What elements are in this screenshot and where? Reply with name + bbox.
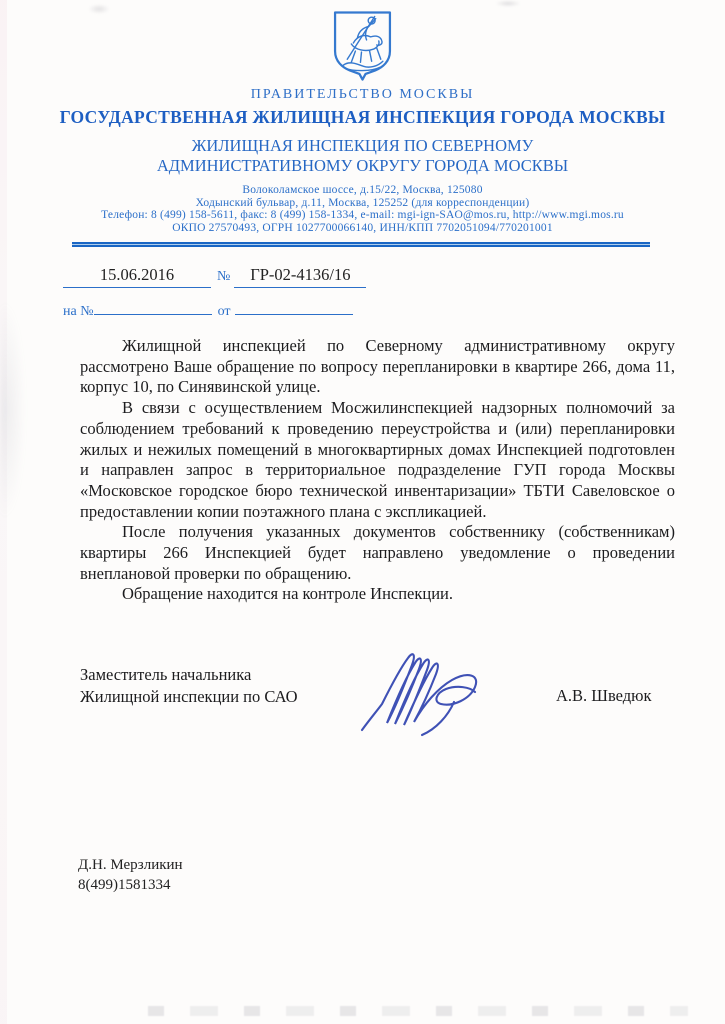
scan-smudge: [0, 300, 26, 520]
address-line: Волоколамское шоссе, д.15/22, Москва, 125080: [242, 184, 483, 196]
letter-body: [80, 336, 675, 605]
body-paragraph: Жилищной инспекцией по Северному административному округу рассмотрено Ваше обращение по вопросу перепланировки в квартире 266, дома 11, корпус 10, по Синявинской улице.: [80, 336, 675, 397]
signer-name: А.В. Шведюк: [556, 686, 652, 705]
signer-position-line2: Жилищной инспекции по САО: [80, 687, 298, 706]
number-sign: №: [217, 269, 231, 284]
executor-block: [78, 856, 183, 895]
signer-position-line1: Заместитель начальника: [80, 665, 252, 684]
reply-number-label: на №: [63, 304, 94, 319]
signer-position: [80, 664, 298, 708]
executor-name: Д.Н. Мерзликин: [78, 857, 183, 873]
reply-reference-row: [63, 300, 353, 320]
letter-reference-row: [63, 265, 366, 288]
reply-number-blank: [94, 300, 212, 315]
letter-number: ГР-02-4136/16: [234, 265, 366, 288]
government-title: ПРАВИТЕЛЬСТВО МОСКВЫ: [250, 87, 475, 102]
body-paragraph: Обращение находится на контроле Инспекции.: [122, 584, 454, 604]
scan-smudge: [88, 4, 110, 14]
scan-smudge: [495, 0, 521, 7]
moscow-coat-of-arms-icon: [331, 9, 394, 81]
body-paragraph: После получения указанных документов собственнику (собственникам) квартиры 266 Инспекцией будет направлено уведомление о проведении внеплановой проверки по обращению.: [80, 522, 675, 583]
executor-phone: 8(499)1581334: [78, 876, 171, 893]
body-paragraph: В связи с осуществлением Мосжилинспекцией надзорных полномочий за соблюдением требований к проведению переустройства и (или) перепланировки жилых и нежилых помещений в многоквартирных домах Инспекцией подготовлен и направлен запрос в территориальное подразделение ГУП города Москвы «Московское городское бюро технической инвентаризации» ТБТИ Савеловское о предоставлении копии поэтажного плана с экспликацией.: [80, 398, 675, 521]
registration-codes-line: ОКПО 27570493, ОГРН 1027700066140, ИНН/КПП 7702051094/770201001: [172, 222, 553, 234]
organization-name: ГОСУДАРСТВЕННАЯ ЖИЛИЩНАЯ ИНСПЕКЦИЯ ГОРОДА МОСКВЫ: [59, 107, 666, 127]
address-line: Ходынский бульвар, д.11, Москва, 125252 (для корреспонденции): [195, 197, 530, 209]
letter-date: 15.06.2016: [63, 265, 211, 288]
handwritten-signature-icon: [356, 642, 496, 737]
division-name-line1: ЖИЛИЩНАЯ ИНСПЕКЦИЯ ПО СЕВЕРНОМУ: [191, 136, 534, 155]
reply-from-label: от: [217, 304, 231, 319]
division-name-line2: АДМИНИСТРАТИВНОМУ ОКРУГУ ГОРОДА МОСКВЫ: [156, 156, 569, 175]
scan-speckle-band: [148, 1006, 688, 1016]
contacts-line: Телефон: 8 (499) 158-5611, факс: 8 (499) 158-1334, e-mail: mgi-ign-SAO@mos.ru, http://www.mgi.mos.ru: [101, 209, 624, 221]
reply-from-blank: [235, 300, 353, 315]
letterhead-separator-rule: [72, 242, 650, 247]
